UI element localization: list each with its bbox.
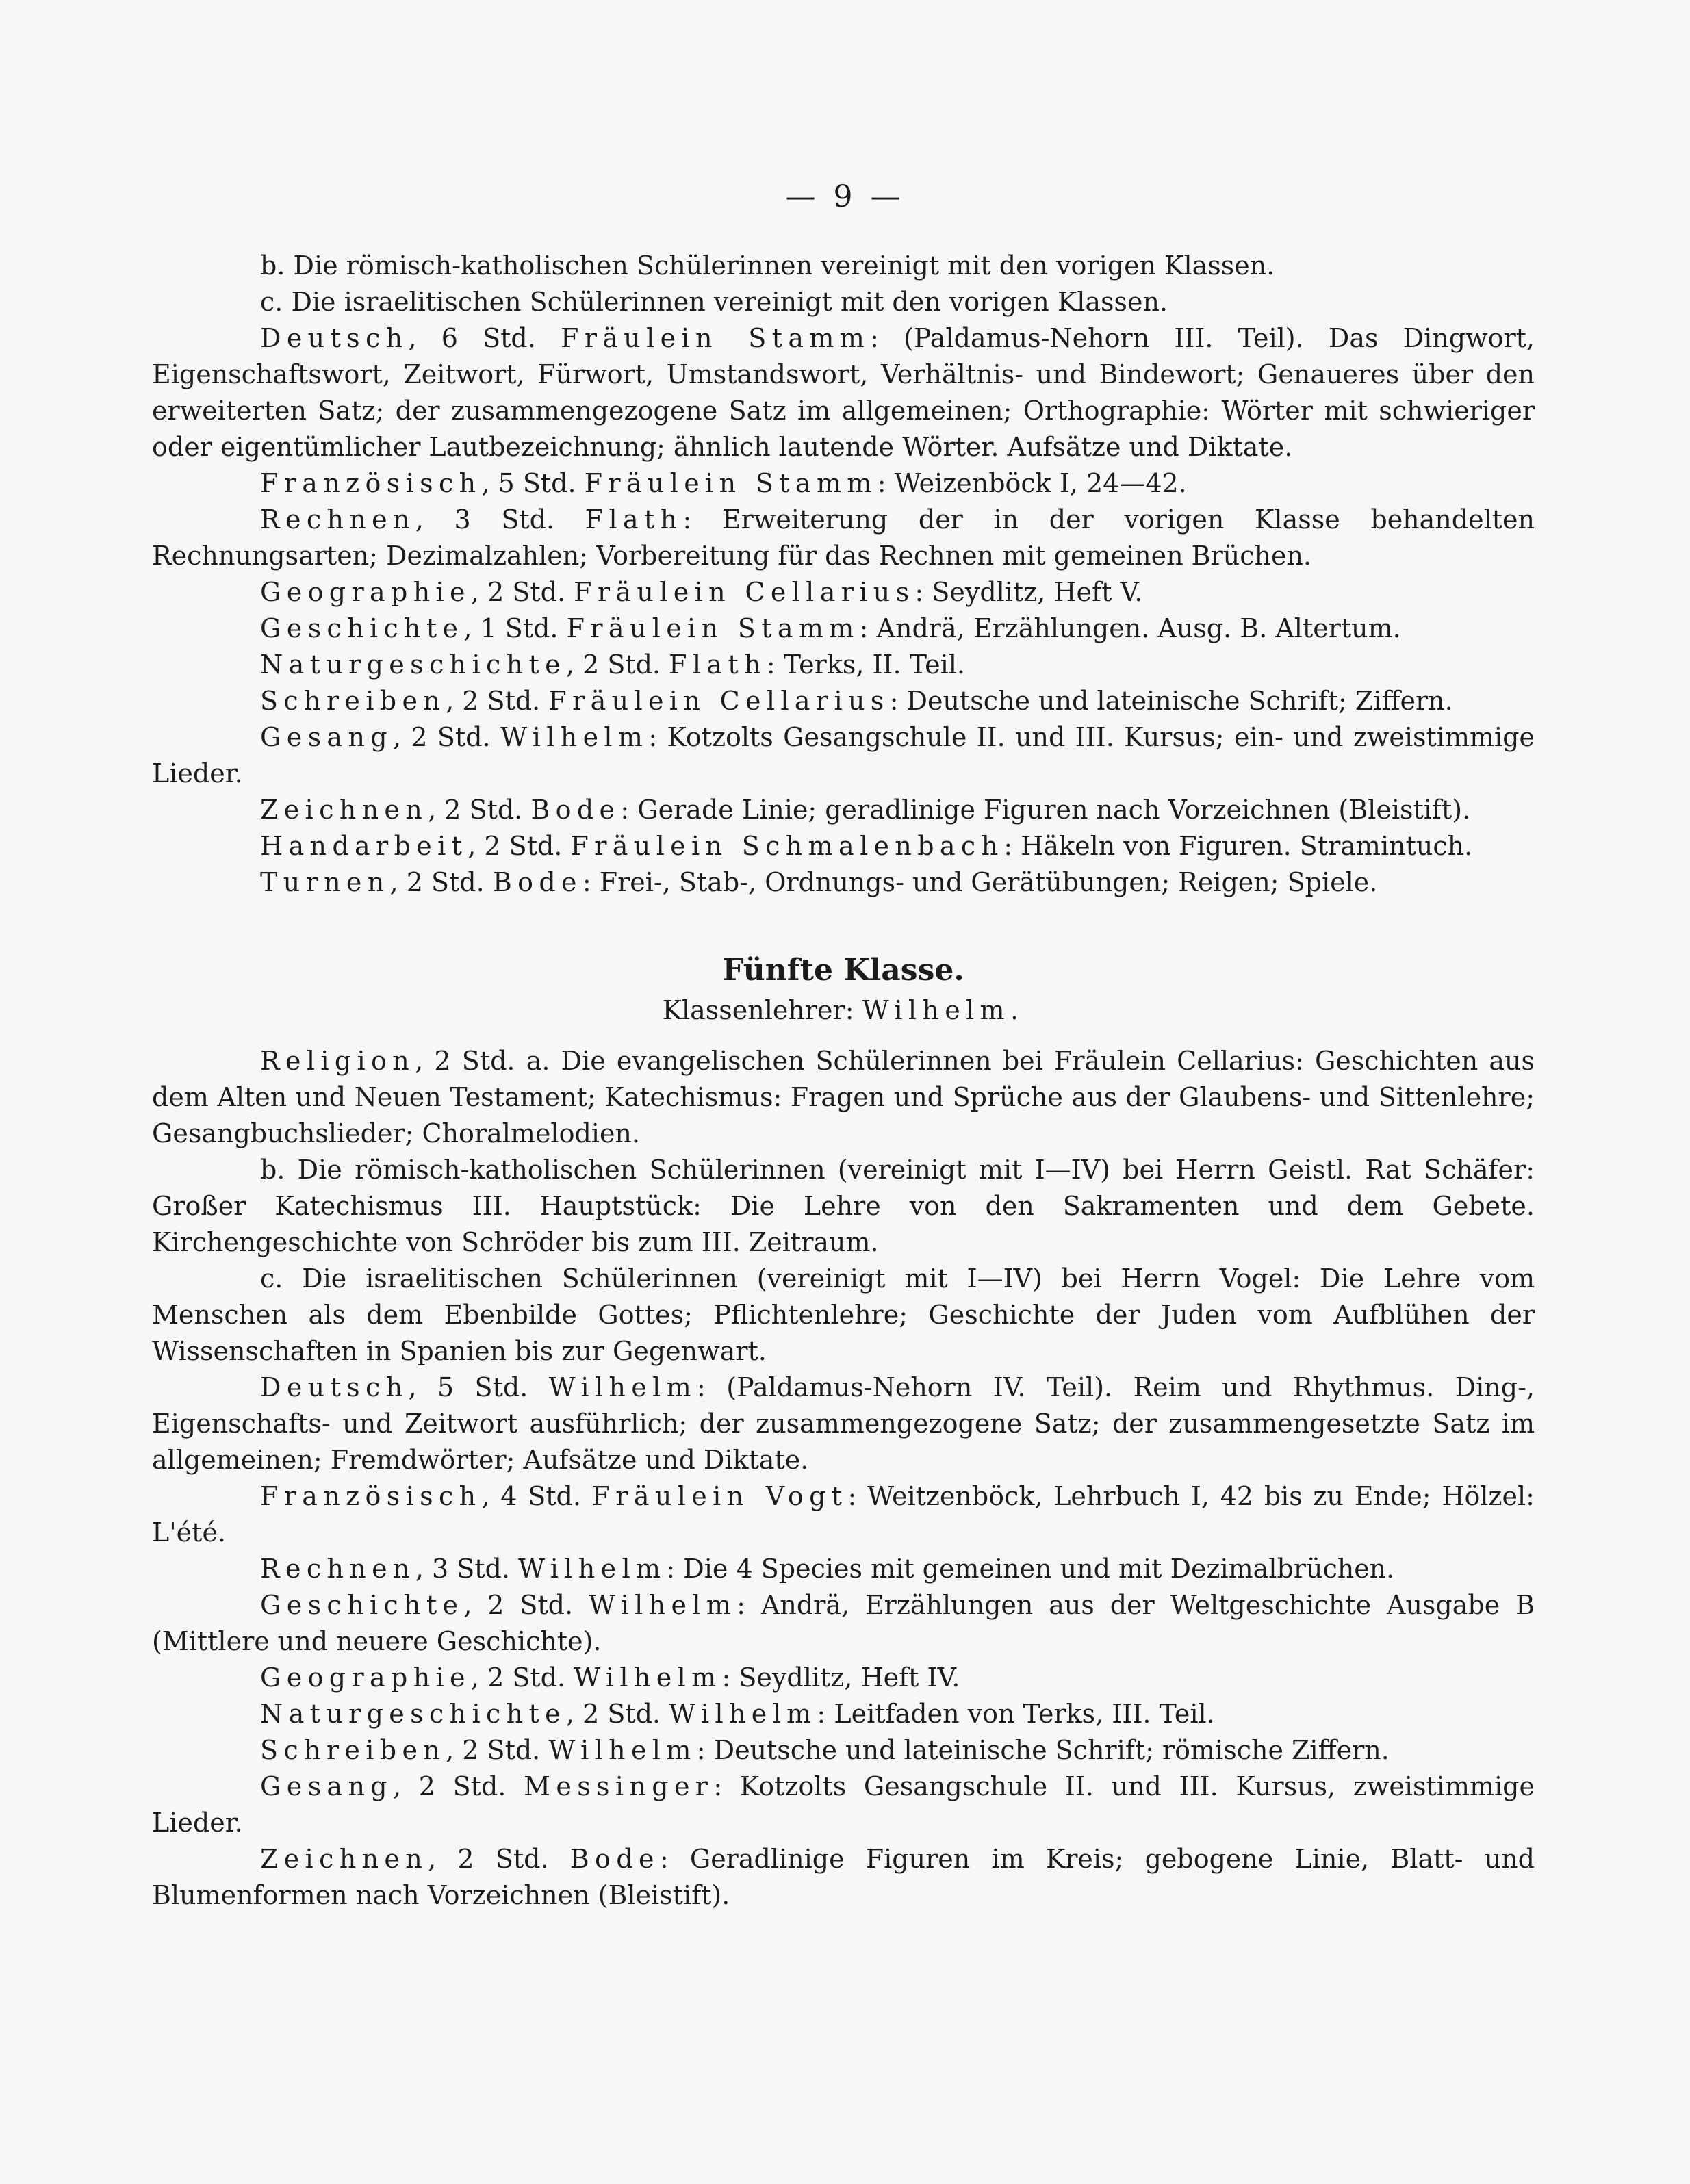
subject-name: Deutsch <box>260 1372 409 1402</box>
entry-text: : Die 4 Species mit gemeinen und mit Dezimalbrüchen. <box>666 1554 1395 1584</box>
entry-text: b. Die römisch-katholischen Schülerinnen vereinigt mit den vorigen Klassen. <box>260 250 1275 281</box>
curriculum-entry <box>152 1152 1535 1261</box>
subject-name: Naturgeschichte <box>260 1699 566 1729</box>
curriculum-entry <box>152 1587 1535 1660</box>
curriculum-entry <box>152 1261 1535 1370</box>
subject-name: Gesang <box>260 722 393 752</box>
curriculum-entry <box>152 1551 1535 1587</box>
teacher-name: Fräulein Cellarius <box>548 686 890 716</box>
teacher-name: Wilhelm <box>588 1590 737 1620</box>
curriculum-entry <box>152 792 1535 828</box>
subject-name: Rechnen <box>260 504 415 535</box>
entry-text: : Gerade Linie; geradlinige Figuren nach Vorzeichnen (Bleistift). <box>620 795 1471 825</box>
curriculum-entry <box>152 248 1535 284</box>
entry-text: : Weitzenböck, Lehrbuch I, 42 bis zu Ende; Hölzel: L'été. <box>152 1481 1535 1547</box>
entry-text: : (Paldamus-Nehorn III. Teil). Das Dingwort, Eigenschaftswort, Zeitwort, Fürwort, Umstandswort, Verhältnis- und Bindewort; Genaueres über den erweiterten Satz; der zusammengezogene Satz im allgemeinen; Orthographie: Wörter mit schwieriger oder eigentümlicher Lautbezeichnung; ähnlich lautende Wörter. Aufsätze und Diktate. <box>152 323 1535 462</box>
curriculum-entry <box>152 1732 1535 1769</box>
teacher-name: Wilhelm <box>548 1372 697 1402</box>
subject-name: Naturgeschichte <box>260 650 566 680</box>
subject-name: Französisch <box>260 1481 482 1511</box>
curriculum-entry <box>152 574 1535 611</box>
entry-text: : Terks, II. Teil. <box>766 650 965 680</box>
curriculum-entry <box>152 502 1535 574</box>
curriculum-entry <box>152 683 1535 719</box>
subject-hours: , 2 Std. <box>470 1662 566 1693</box>
entry-text: : Leitfaden von Terks, III. Teil. <box>817 1699 1215 1729</box>
subject-hours: , 4 Std. <box>481 1481 581 1511</box>
subject-hours: , 6 Std. <box>408 323 536 353</box>
curriculum-entry <box>152 719 1535 792</box>
subject-hours: , 1 Std. <box>463 613 559 643</box>
subject-name: Geschichte <box>260 613 464 643</box>
curriculum-entry <box>152 284 1535 320</box>
subject-hours: , 2 Std. <box>446 686 541 716</box>
subject-name: Schreiben <box>260 686 446 716</box>
subject-hours: , 2 Std. <box>463 1590 574 1620</box>
subject-hours: , 2 Std. <box>392 722 491 752</box>
entry-text: : Kotzolts Gesangschule II. und III. Kursus; ein- und zweistimmige Lieder. <box>152 722 1535 788</box>
entry-text: : Frei-, Stab-, Ordnungs- und Gerätübungen; Reigen; Spiele. <box>582 867 1378 897</box>
entry-text: : Kotzolts Gesangschule II. und III. Kursus, zweistimmige Lieder. <box>152 1771 1535 1838</box>
page-body <box>152 248 1535 1914</box>
curriculum-entry <box>152 1370 1535 1478</box>
teacher-name: Wilhelm <box>669 1699 817 1729</box>
subject-name: Rechnen <box>260 1554 415 1584</box>
curriculum-entry <box>152 647 1535 683</box>
class-teacher-name: Wilhelm. <box>862 995 1025 1025</box>
entry-text: : Deutsche und lateinische Schrift; Ziffern. <box>889 686 1453 716</box>
subject-hours: , 2 Std. <box>428 1844 549 1874</box>
curriculum-entry <box>152 1696 1535 1732</box>
curriculum-entry <box>152 1769 1535 1841</box>
subject-name: Turnen <box>260 867 390 897</box>
entry-text: b. Die römisch-katholischen Schülerinnen (vereinigt mit I—IV) bei Herrn Geistl. Rat Schäfer: Großer Katechismus III. Hauptstück: Die Lehre von den Sakramenten und dem Gebete. Kirchengeschichte von Schröder bis zum III. Zeitraum. <box>152 1155 1535 1257</box>
section-fourth-class-continuation <box>152 248 1535 901</box>
teacher-name: Fräulein Cellarius <box>574 577 915 607</box>
curriculum-entry <box>152 828 1535 864</box>
entry-text: : Häkeln von Figuren. Stramintuch. <box>1003 831 1473 861</box>
teacher-name: Fräulein Schmalenbach <box>570 831 1004 861</box>
entry-text: : Geradlinige Figuren im Kreis; gebogene Linie, Blatt- und Blumenformen nach Vorzeichnen (Bleistift). <box>152 1844 1535 1910</box>
section-fifth-class <box>152 1043 1535 1914</box>
curriculum-entry <box>152 864 1535 901</box>
teacher-name: Wilhelm <box>518 1554 667 1584</box>
subject-name: Geschichte <box>260 1590 464 1620</box>
subject-hours: , 2 Std. <box>389 867 485 897</box>
subject-hours: , 3 Std. <box>415 1554 510 1584</box>
teacher-name: Fräulein Vogt <box>591 1481 848 1511</box>
entry-text: : Deutsche und lateinische Schrift; römische Ziffern. <box>696 1735 1390 1765</box>
subject-hours: , 5 Std. <box>408 1372 528 1402</box>
subject-hours: , 2 Std. <box>392 1771 507 1801</box>
entry-text: c. Die israelitischen Schülerinnen vereinigt mit den vorigen Klassen. <box>260 287 1168 317</box>
section-heading: Fünfte Klasse. <box>722 953 964 988</box>
subject-hours: , 2 Std. <box>565 650 661 680</box>
teacher-name: Flath <box>669 650 767 680</box>
curriculum-entry <box>152 465 1535 502</box>
entry-text: : Seydlitz, Heft IV. <box>721 1662 960 1693</box>
entry-text: : Seydlitz, Heft V. <box>914 577 1143 607</box>
teacher-name: Wilhelm <box>548 1735 697 1765</box>
class-heading-block <box>152 950 1535 1029</box>
subject-hours: , 2 Std. <box>428 795 523 825</box>
subject-name: Schreiben <box>260 1735 446 1765</box>
subject-hours: , 5 Std. <box>481 468 576 498</box>
curriculum-entry <box>152 1660 1535 1696</box>
teacher-name: Bode <box>492 867 582 897</box>
entry-text: : Erweiterung der in der vorigen Klasse behandelten Rechnungsarten; Dezimalzahlen; Vorbereitung für das Rechnen mit gemeinen Brüchen. <box>152 504 1535 571</box>
subject-hours: , 3 Std. <box>415 504 555 535</box>
class-teacher-label: Klassenlehrer: <box>662 995 862 1025</box>
subject-hours: , 2 Std. <box>446 1735 541 1765</box>
curriculum-entry <box>152 611 1535 647</box>
entry-text: : Weizenböck I, 24—42. <box>877 468 1187 498</box>
entry-text: : Andrä, Erzählungen aus der Weltgeschichte Ausgabe B (Mittlere und neuere Geschichte). <box>152 1590 1535 1656</box>
teacher-name: Bode <box>569 1844 660 1874</box>
teacher-name: Wilhelm <box>500 722 649 752</box>
subject-name: Handarbeit <box>260 831 468 861</box>
page-number: — 9 — <box>785 179 905 214</box>
subject-name: Deutsch <box>260 323 409 353</box>
entry-text: : (Paldamus-Nehorn IV. Teil). Reim und Rhythmus. Ding-, Eigenschafts- und Zeitwort ausführlich; der zusammengezogene Satz; der zusammengesetzte Satz im allgemeinen; Fremdwörter; Aufsätze und Diktate. <box>152 1372 1535 1475</box>
teacher-name: Fräulein Stamm <box>566 613 860 643</box>
teacher-name: Wilhelm <box>574 1662 722 1693</box>
curriculum-entry <box>152 1478 1535 1551</box>
curriculum-entry <box>152 1841 1535 1914</box>
subject-hours: , 2 Std. <box>468 831 563 861</box>
entry-text: : Andrä, Erzählungen. Ausg. B. Altertum. <box>859 613 1401 643</box>
subject-name: Zeichnen <box>260 795 428 825</box>
subject-name: Geographie <box>260 1662 471 1693</box>
teacher-name: Fräulein Stamm <box>584 468 878 498</box>
subject-name: Französisch <box>260 468 482 498</box>
subject-hours: , 2 Std. <box>415 1046 515 1076</box>
curriculum-entry <box>152 320 1535 465</box>
class-teacher-line <box>152 991 1535 1029</box>
subject-name: Geographie <box>260 577 471 607</box>
teacher-name: Fräulein Stamm <box>560 323 871 353</box>
subject-hours: , 2 Std. <box>565 1699 661 1729</box>
subject-hours: , 2 Std. <box>470 577 566 607</box>
subject-name: Zeichnen <box>260 1844 428 1874</box>
subject-name: Gesang <box>260 1771 393 1801</box>
entry-text: a. Die evangelischen Schülerinnen bei Fräulein Cellarius: Geschichten aus dem Alten und Neuen Testament; Katechismus: Fragen und Sprüche aus der Glaubens- und Sittenlehre; Gesangbuchslieder; Choralmelodien. <box>152 1046 1535 1148</box>
curriculum-entry <box>152 1043 1535 1152</box>
entry-text: c. Die israelitischen Schülerinnen (vereinigt mit I—IV) bei Herrn Vogel: Die Lehre vom Menschen als dem Ebenbilde Gottes; Pflichtenlehre; Geschichte der Juden vom Aufblühen der Wissenschaften in Spanien bis zur Gegenwart. <box>152 1263 1535 1366</box>
teacher-name: Flath <box>585 504 683 535</box>
teacher-name: Bode <box>530 795 621 825</box>
teacher-name: Messinger <box>524 1771 714 1801</box>
subject-name: Religion <box>260 1046 415 1076</box>
